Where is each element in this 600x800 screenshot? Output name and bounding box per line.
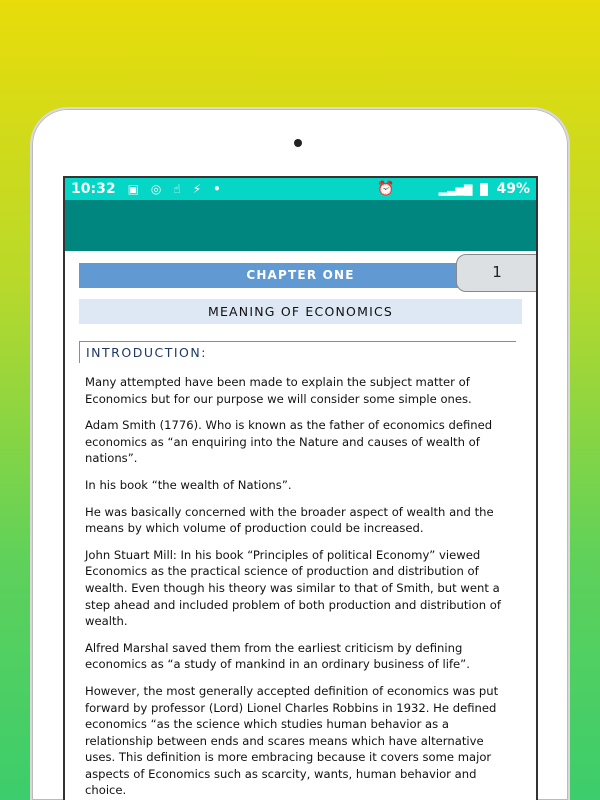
flash-icon: ⚡ [192,182,202,196]
battery-icon [480,183,488,196]
document-body [79,363,522,799]
front-camera [294,139,302,147]
battery-percent: 49% [496,181,530,197]
document-title: MEANING OF ECONOMICS [79,299,522,324]
document-content[interactable] [65,251,536,799]
device-screen [63,176,538,800]
chapter-heading: CHAPTER ONE [79,263,462,288]
paragraph: John Stuart Mill: In his book “Principles of political Economy” viewed Economics as the practical science of production and distribution of wealth. Even though his theory was similar to that of Smith, but went a step ahead and included problem of both production and distribution of wealth. [85,547,501,629]
screen-cast-icon: ▣ [127,182,139,196]
paragraph: Alfred Marshal saved them from the earliest criticism by defining economics as “a study of mankind in an ordinary business of life”. [85,640,470,672]
paragraph: Many attempted have been made to explain the subject matter of Economics but for our purpose we will consider some simple ones. [85,375,472,406]
paragraph: However, the most generally accepted definition of economics was put forward by professor (Lord) Lionel Charles Robbins in 1932. He defined economics “as the science which studies human behavior as a relationship between ends and scares means which have alternative uses. This definition is more embracing because it covers some major aspects of Economics such as scarcity, wants, human behavior and choice. [85,683,499,798]
paragraph: In his book “the wealth of Nations”. [85,477,292,492]
touch-icon: ☝ [173,182,181,196]
alarm-icon: ⏰ [377,181,395,197]
section-heading: INTRODUCTION: [79,341,516,363]
page-number-badge[interactable]: 1 [456,254,538,292]
status-bar [65,178,536,200]
signal-icon: ▂▃▅▇ [438,182,473,196]
app-bar [65,200,536,251]
status-time: 10:32 [71,181,116,197]
paragraph: He was basically concerned with the broader aspect of wealth and the means by which volume of production could be increased. [85,504,494,536]
dot-icon: • [213,182,221,196]
paragraph: Adam Smith (1776). Who is known as the father of economics defined economics as “an enquiring into the Nature and causes of wealth of nations”. [85,418,493,466]
hotspot-icon: ◎ [150,182,162,196]
